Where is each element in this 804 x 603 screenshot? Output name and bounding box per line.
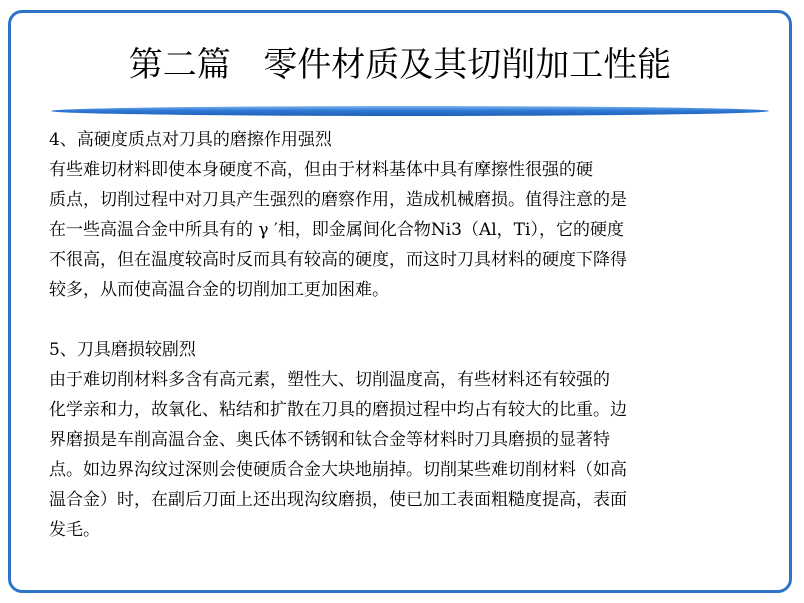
section-4-line-4: 不很高，但在温度较高时反而具有较高的硬度，而这时刀具材料的硬度下降得 (49, 250, 627, 270)
section-5-line-5: 温合金）时，在副后刀面上还出现沟纹磨损，使已加工表面粗糙度提高，表面 (49, 490, 627, 510)
section-5-line-6: 发毛。 (49, 520, 100, 540)
slide-title: 第二篇 零件材质及其切削加工性能 (128, 45, 672, 85)
section-4-line-2: 质点，切削过程中对刀具产生强烈的磨察作用，造成机械磨损。值得注意的是 (49, 190, 627, 210)
title-underline-bar (51, 106, 769, 116)
section-5-line-3: 界磨损是车削高温合金、奥氏体不锈钢和钛合金等材料时刀具磨损的显著特 (49, 430, 610, 450)
section-4-line-5: 较多，从而使高温合金的切削加工更加困难。 (49, 280, 389, 300)
section-4-line-1: 有些难切材料即使本身硬度不高，但由于材料基体中具有摩擦性很强的硬 (49, 160, 593, 180)
slide-body (49, 125, 761, 545)
section-5-line-1: 由于难切削材料多含有高元素，塑性大、切削温度高，有些材料还有较强的 (49, 370, 610, 390)
section-5-line-2: 化学亲和力，故氧化、粘结和扩散在刀具的磨损过程中均占有较大的比重。边 (49, 400, 627, 420)
paragraph-gap (49, 305, 761, 335)
section-5-heading: 5、刀具磨损较剧烈 (49, 340, 196, 360)
section-4-heading: 4、高硬度质点对刀具的磨擦作用强烈 (49, 130, 332, 150)
slide-frame (8, 10, 792, 593)
section-5-line-4: 点。如边界沟纹过深则会使硬质合金大块地崩掉。切削某些难切削材料（如高 (49, 460, 627, 480)
section-4-line-3: 在一些高温合金中所具有的 γ ′相，即金属间化合物Ni3（Al，Ti），它的硬度 (49, 220, 624, 240)
